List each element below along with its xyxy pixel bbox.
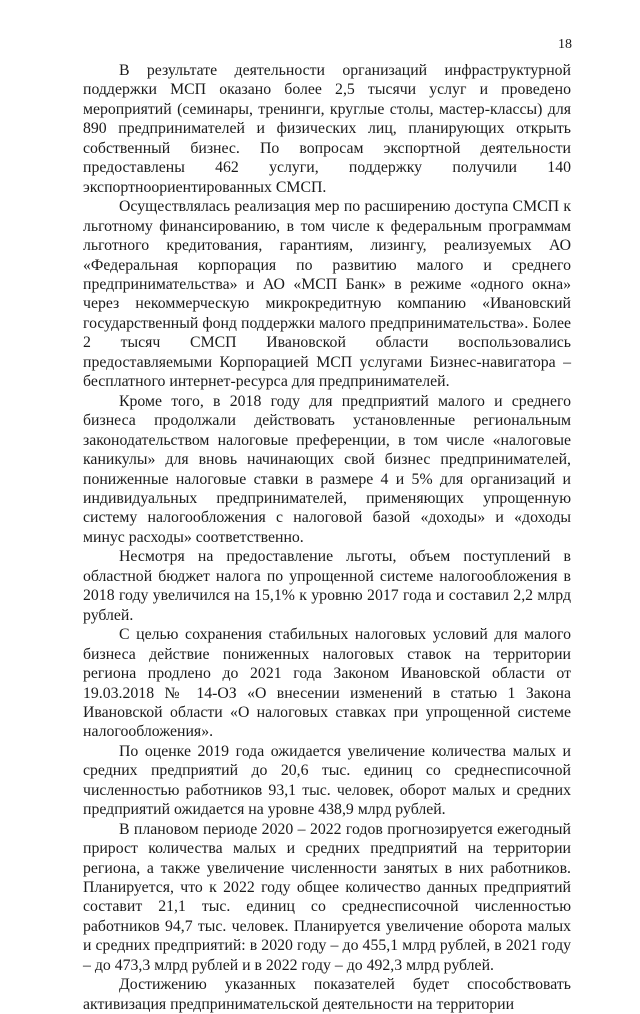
paragraph-infrastructure-support: В результате деятельности организаций инфраструктурной поддержки МСП оказано более 2,5 тысячи услуг и проведено мероприятий (семинары, тренинги, круглые столы, мастер-классы) для 890 предпринимателей и физических лиц, планирующих открыть собственный бизнес. По вопросам экспортной деятельности предоставлены 462 услуги, поддержку получили 140 экспортноориентированных СМСП. bbox=[83, 62, 571, 196]
paragraph-tax-law-extension: С целью сохранения стабильных налоговых условий для малого бизнеса действие пониженных налоговых ставок на территории региона продлено до 2021 года Законом Ивановской области от 19.03.2018 № 14-ОЗ «О внесении изменений в статью 1 Закона Ивановской области «О налоговых ставках при упрощенной системе налогообложения». bbox=[83, 626, 571, 741]
paragraph-tax-revenue: Несмотря на предоставление льготы, объем поступлений в областной бюджет налога по упрощенной системе налогообложения в 2018 году увеличился на 15,1% к уровню 2017 года и составил 2,2 млрд рублей. bbox=[83, 548, 571, 624]
paragraph-2019-estimate: По оценке 2019 года ожидается увеличение количества малых и средних предприятий до 20,6 тыс. единиц со среднесписочной численностью работников 93,1 тыс. человек, оборот малых и средних предприятий ожидается на уровне 438,9 млрд рублей. bbox=[83, 742, 571, 819]
page-number: 18 bbox=[558, 37, 572, 52]
paragraph-2020-2022-forecast: В плановом периоде 2020 – 2022 годов прогнозируется ежегодный прирост количества малых и средних предприятий на территории региона, а также увеличение численности занятых в них работников. Планируется, что к 2022 году общее количество данных предприятий составит 21,1 тыс. единиц со среднесписочной численностью работников 94,7 тыс. человек. Планируется увеличение оборота малых и средних предприятий: в 2020 году – до 455,1 млрд рублей, в 2021 году – до 473,3 млрд рублей и в 2022 году – до 492,3 млрд рублей. bbox=[83, 820, 571, 974]
paragraph-indicators-continued: Достижению указанных показателей будет способствовать активизация предпринимательской деятельности на территории bbox=[83, 976, 571, 1013]
paragraph-financing-access: Осуществлялась реализация мер по расширению доступа СМСП к льготному финансированию, в том числе к федеральным программам льготного кредитования, гарантиям, лизингу, реализуемых АО «Федеральная корпорация по развитию малого и среднего предпринимательства» и АО «МСП Банк» в режиме «одного окна» через некоммерческую микрокредитную компанию «Ивановский государственный фонд поддержки малого предпринимательства». Более 2 тысяч СМСП Ивановской области воспользовались предоставляемыми Корпорацией МСП услугами Бизнес-навигатора – бесплатного интернет-ресурса для предпринимателей. bbox=[83, 198, 571, 391]
document-body bbox=[83, 61, 571, 1014]
paragraph-tax-preferences: Кроме того, в 2018 году для предприятий малого и среднего бизнеса продолжали действовать установленные региональным законодательством налоговые преференции, в том числе «налоговые каникулы» для вновь начинающих свой бизнес предпринимателей, пониженные налоговые ставки в размере 4 и 5% для организаций и индивидуальных предпринимателей, применяющих упрощенную систему налогообложения с налоговой базой «доходы» и «доходы минус расходы» соответственно. bbox=[83, 392, 571, 546]
